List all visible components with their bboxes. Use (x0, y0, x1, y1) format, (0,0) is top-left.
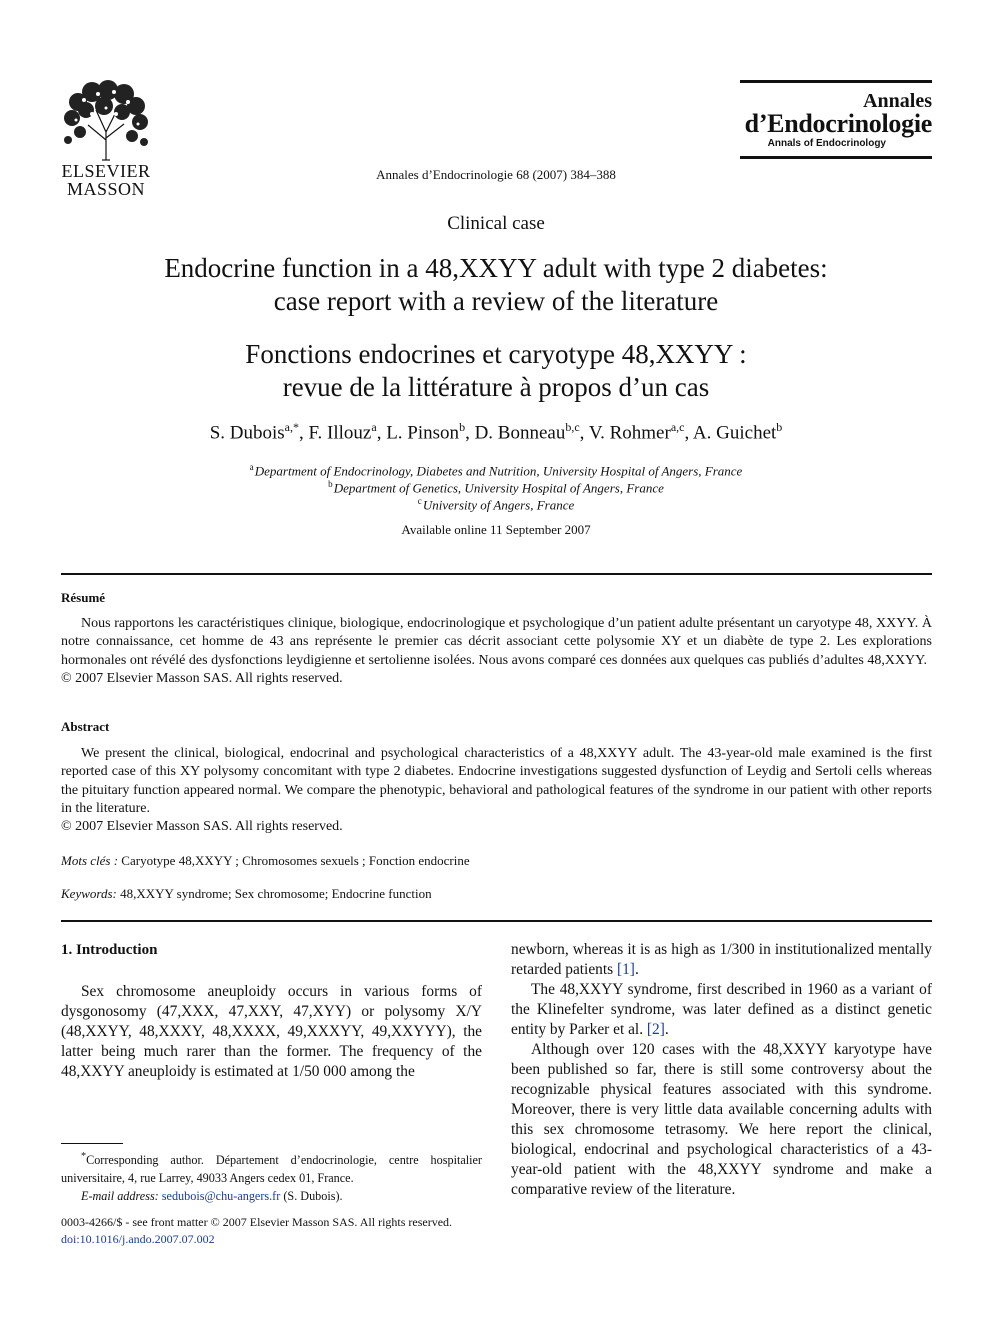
doi-link[interactable]: doi:10.1016/j.ando.2007.07.002 (61, 1232, 215, 1246)
elsevier-tree-icon (58, 80, 154, 162)
column-right (511, 940, 932, 1200)
affiliation-mark: c (417, 496, 422, 506)
author-name: F. Illouz (308, 422, 372, 444)
title-en-line2: case report with a review of the literature (273, 286, 719, 316)
affiliation-text: Department of Genetics, University Hospital of Angers, France (333, 480, 664, 496)
paragraph-text: . (634, 961, 639, 978)
author-affiliation-mark: a,c (670, 420, 685, 434)
affiliation-mark: a (249, 462, 254, 472)
reference-link[interactable]: [1] (616, 961, 635, 978)
affiliation-text: University of Angers, France (422, 497, 575, 513)
journal-brand (740, 80, 932, 170)
resume-copyright: © 2007 Elsevier Masson SAS. All rights reserved. (61, 670, 343, 686)
affiliation-text: Department of Endocrinology, Diabetes and Nutrition, University Hospital of Angers, France (254, 463, 743, 479)
author-affiliation-mark: b,c (565, 420, 580, 434)
journal-citation: Annales d’Endocrinologie 68 (2007) 384–388 (376, 167, 616, 182)
author-separator: , (299, 422, 309, 444)
keywords-fr-text: Caryotype 48,XXYY ; Chromosomes sexuels ; Fonction endocrine (121, 853, 470, 868)
author-separator: , (579, 422, 589, 444)
author-name: L. Pinson (386, 422, 460, 444)
author-affiliation-mark: b (776, 420, 783, 434)
affiliation-a (60, 462, 932, 479)
resume-text: Nous rapportons les caractéristiques clinique, biologique, endocrinologique et psychologique d’un patient adulte présentant un caryotype 48, XXYY. À notre connaissance, cet homme de 43 ans représente le premier cas décrit associant cette polysomie XY et un diabète de type 2. Les explorations hormonales ont révélé des dysfonctions leydigienne et sertolienne isolées. Nous avons comparé ces données aux quelques cas publiés d’adultes 48,XXYY. (61, 616, 932, 668)
publisher-name-line2: MASSON (66, 179, 146, 199)
keywords-french (61, 853, 932, 869)
footnote-body: Corresponding author. Département d’endocrinologie, centre hospitalier universitaire, 4, rue Larrey, 49033 Angers cedex 01, France. (61, 1153, 482, 1186)
journal-title-line2: d’Endocrinologie (744, 109, 932, 138)
footnote-text (61, 1148, 482, 1187)
bottom-meta (61, 1214, 452, 1248)
affiliation-c (60, 496, 932, 513)
available-online: Available online 11 September 2007 (401, 522, 591, 537)
paragraph-text: . (664, 1021, 669, 1038)
author-affiliation-mark: a (371, 420, 377, 434)
divider (61, 920, 932, 922)
author-affiliation-mark: b (459, 420, 466, 434)
article-type: Clinical case (447, 213, 545, 234)
author-name: D. Bonneau (474, 422, 566, 444)
paragraph-text: newborn, whereas it is as high as 1/300 in institutionalized mentally retarded patients (511, 941, 932, 978)
brand-rule (740, 156, 932, 159)
journal-title-english: Annals of Endocrinology (767, 138, 886, 149)
affiliation-b (60, 479, 932, 496)
reference-link[interactable]: [2] (646, 1021, 665, 1038)
brand-rule (740, 80, 932, 83)
column-left (61, 940, 482, 1082)
resume-heading: Résumé (61, 590, 106, 605)
author-name: V. Rohmer (588, 422, 671, 444)
affiliation-mark: b (328, 479, 333, 489)
keywords-english (61, 886, 932, 902)
divider (61, 573, 932, 575)
author-separator: , (684, 422, 693, 444)
author-list (60, 420, 932, 444)
email-label: E-mail address: (81, 1189, 159, 1204)
paragraph: Sex chromosome aneuploidy occurs in various forms of dysgonosomy (47,XXX, 47,XXY, 47,XYY) or polysomy X/Y (48,XXYY, 48,XXXY, 48,XXXX, 49,XXXYY, 49,XXYYY), the latter being much rarer than the former. The frequency of the 48,XXYY aneuploidy is estimated at 1/50 000 among the (61, 983, 482, 1080)
resume-body (61, 615, 932, 688)
section-heading-introduction: 1. Introduction (61, 942, 158, 958)
paragraph (511, 940, 932, 980)
title-english (60, 252, 932, 318)
abstract-body (61, 745, 932, 836)
abstract-text: We present the clinical, biological, endocrinal and psychological characteristics of a 48,XXYY adult. The 43-year-old male examined is the first reported case of this XY polysomy concomitant with type 2 diabetes. Endocrine investigations suggested dysfunction of Leydig and Sertoli cells whereas the pituitary function appeared normal. We compare the phenotypic, behavioral and pathological features of the syndrome in our patient with other reports in the literature. (61, 746, 932, 816)
journal-title-line1: Annales (863, 90, 932, 112)
author-separator: , (376, 422, 387, 444)
email-owner: (S. Dubois). (283, 1189, 343, 1204)
footnote-rule (61, 1143, 123, 1144)
paragraph-text: The 48,XXYY syndrome, first described in 1960 as a variant of the Klinefelter syndrome, was later defined as a distinct genetic entity by Parker et al. (511, 981, 932, 1038)
issn-line: 0003-4266/$ - see front matter © 2007 Elsevier Masson SAS. All rights reserved. (61, 1215, 453, 1229)
abstract-heading: Abstract (61, 719, 110, 734)
email-link[interactable]: sedubois@chu-angers.fr (161, 1189, 281, 1204)
title-en-line1: Endocrine function in a 48,XXYY adult with type 2 diabetes: (164, 253, 828, 283)
abstract-copyright: © 2007 Elsevier Masson SAS. All rights reserved. (61, 819, 343, 835)
footnote (61, 1148, 482, 1205)
author-affiliation-mark: a,* (284, 420, 299, 434)
author-separator: , (465, 422, 475, 444)
publisher-name-line1: ELSEVIER (61, 161, 151, 181)
title-fr-line2: revue de la littérature à propos d’un cas (282, 372, 710, 402)
title-fr-line1: Fonctions endocrines et caryotype 48,XXYY : (245, 339, 747, 369)
keywords-en-text: 48,XXYY syndrome; Sex chromosome; Endocrine function (120, 886, 432, 901)
author-name: A. Guichet (692, 422, 777, 444)
paragraph: Although over 120 cases with the 48,XXYY karyotype have been published so far, there is still some controversy about the recognizable physical features associated with this syndrome. Moreover, there is very little data available concerning adults with this sex chromosome tetrasomy. We here report the clinical, biological, endocrinal and psychological characteristics of a 43-year-old patient with the 48,XXYY syndrome and make a comparative review of the literature. (511, 1041, 932, 1198)
footnote-email (61, 1187, 482, 1205)
title-french (60, 338, 932, 404)
author-name: S. Dubois (209, 422, 285, 444)
footnote-mark: * (81, 1151, 87, 1162)
keywords-fr-label: Mots clés : (61, 853, 119, 868)
paragraph (511, 980, 932, 1040)
keywords-en-label: Keywords: (61, 886, 117, 901)
